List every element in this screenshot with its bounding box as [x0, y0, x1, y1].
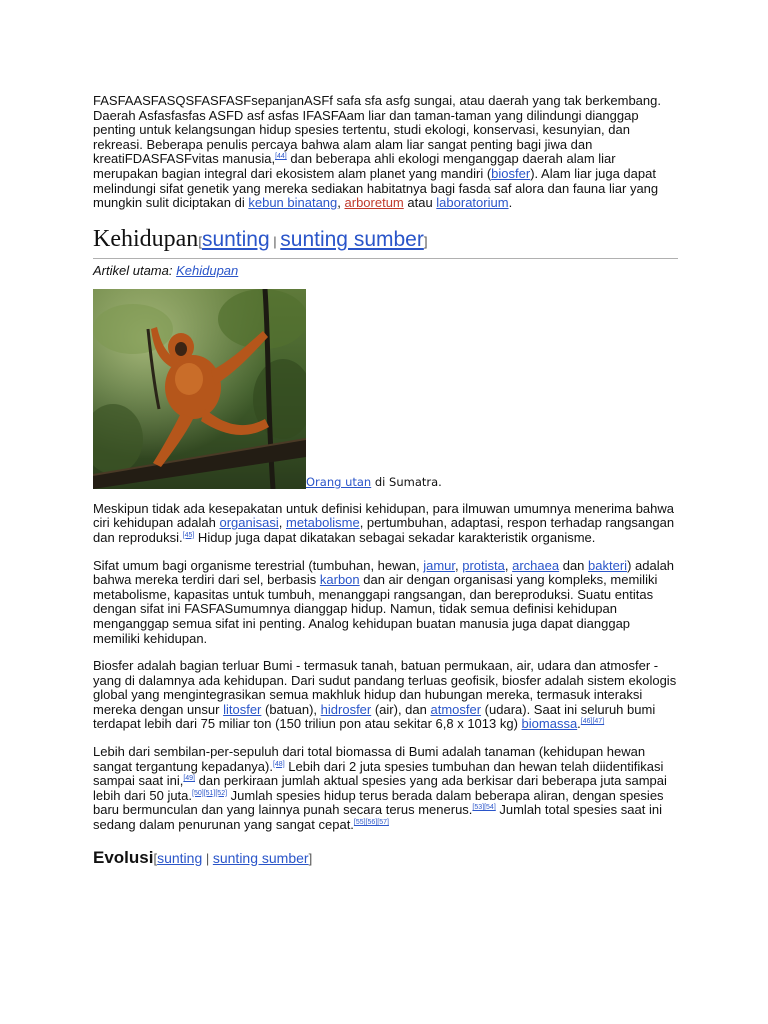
link-protista[interactable]: protista	[462, 557, 505, 573]
text: Hidup juga dapat dikatakan sebagai sekadar karakteristik organisme.	[194, 529, 596, 545]
text: Biosfer adalah bagian terluar Bumi - termasuk tanah, batuan permukaan, air, udara dan atmosfer - yang di dalamnya ada kehidupan. Dari sudut pandang terluas geofisik, biosfer adalah sistem ekologis global yang mengintegrasikan semua makhluk hidup dan hubungan mereka, termasuk interaksi mereka dengan unsur	[93, 658, 677, 717]
citation-55-57[interactable]: [55][56][57]	[353, 819, 389, 827]
main-article-label: Artikel utama:	[93, 262, 177, 278]
intro-text-1: FASFAASFASQSFASFASFsepanjanASFf safa sfa asfg sungai, atau daerah yang tak berkembang. Daerah Asfasfasfas ASFD asf asfas IFASFAam liar dan taman-taman yang dilindungi dianggap penting untuk kelangsungan hidup spesies tertentu, studi ekologi, konservasi, kesunyian, dan rekreasi. Beberapa penulis percaya bahwa alam alam liar sangat penting bagi jiwa dan kreatiFDASFASFvitas manusia,	[93, 93, 661, 167]
text: Jumlah spesies hidup terus berada dalam beberapa aliran, dengan spesies baru bermunculan dan yang lainnya punah secara terus menerus.	[93, 787, 664, 818]
link-archaea[interactable]: archaea	[512, 557, 560, 573]
intro-paragraph	[93, 94, 678, 211]
edit-link[interactable]: sunting	[201, 227, 270, 251]
bracket-open: [	[198, 233, 202, 249]
bracket-open: [	[153, 850, 158, 866]
intro-text-3: ). Alam liar juga dapat melindungi sifat genetik yang mereka sediakan habitatnya bagi fasda saf alora dan fauna liar yang mungkin sulit diciptakan di	[93, 165, 659, 211]
link-litosfer[interactable]: litosfer	[223, 701, 262, 717]
text: (batuan),	[261, 701, 321, 717]
text: dan perkiraan jumlah aktual spesies yang ada berkisar dari beberapa juta sampai lebih dari 50 juta.	[93, 773, 667, 803]
caption-text: di Sumatra.	[371, 474, 442, 489]
paragraph-definition	[93, 502, 678, 546]
text: Lebih dari sembilan-per-sepuluh dari total biomassa di Bumi adalah tanaman (kehidupan hewan sangat tergantung kepadanya).	[93, 744, 646, 774]
link-metabolisme[interactable]: metabolisme	[285, 515, 360, 531]
text: Sifat umum bagi organisme terestrial (tumbuhan, hewan,	[93, 557, 424, 573]
text: Meskipun tidak ada kesepakatan untuk definisi kehidupan, para ilmuwan umumnya menerima bahwa ciri kehidupan adalah	[93, 500, 675, 531]
link-laboratorium[interactable]: laboratorium	[436, 195, 509, 211]
link-biomassa[interactable]: biomassa	[521, 716, 578, 732]
figure	[93, 289, 678, 489]
section-heading-kehidupan	[93, 225, 678, 259]
link-karbon[interactable]: karbon	[319, 572, 360, 588]
edit-link[interactable]: sunting	[157, 849, 203, 866]
paragraph-biomass	[93, 745, 678, 833]
text: ,	[455, 557, 463, 573]
link-kebun-binatang[interactable]: kebun binatang	[248, 195, 338, 211]
edit-source-link[interactable]: sunting sumber	[280, 227, 424, 251]
text: Jumlah total spesies saat ini sedang dalam penurunan yang sangat cepat.	[93, 802, 662, 833]
bracket-close: ]	[423, 233, 428, 249]
edit-source-link[interactable]: sunting sumber	[212, 849, 309, 866]
intro-text-2: dan beberapa ahli ekologi menganggap daerah alam liar merupakan bagian integral dari ekosistem alam planet yang mandiri (	[93, 151, 616, 181]
main-article-link[interactable]: Kehidupan	[176, 262, 239, 278]
citation-44[interactable]: [44]	[275, 153, 287, 161]
section-title: Kehidupan	[93, 225, 199, 252]
edit-links	[153, 850, 312, 866]
paragraph-biosphere	[93, 659, 678, 732]
text: Lebih dari 2 juta spesies tumbuhan dan hewan telah diidentifikasi sampai saat ini,	[93, 758, 664, 789]
intro-text-4: ,	[337, 195, 345, 211]
citation-46-47[interactable]: [46][47]	[580, 718, 605, 726]
separator: |	[202, 850, 213, 866]
separator: |	[269, 233, 281, 249]
citation-50-52[interactable]: [50][51][52]	[192, 789, 228, 797]
intro-text-6: .	[508, 195, 513, 211]
intro-text-5: atau	[403, 195, 437, 211]
text: .	[577, 716, 581, 732]
edit-links	[198, 227, 428, 251]
section-heading-evolusi	[93, 848, 678, 869]
citation-45[interactable]: [45]	[182, 531, 195, 539]
bracket-close: ]	[308, 850, 313, 866]
text: (air), dan	[371, 701, 431, 717]
orangutan-photo	[93, 289, 306, 489]
text: ) adalah bahwa mereka terdiri dari sel, berbasis	[93, 557, 675, 588]
text: , pertumbuhan, adaptasi, respon terhadap rangsangan dan reproduksi.	[93, 515, 675, 545]
main-article-note	[93, 263, 678, 279]
link-arboretum[interactable]: arboretum	[344, 195, 404, 211]
text: ,	[504, 557, 513, 573]
section-title: Evolusi	[93, 847, 154, 867]
text: dan	[559, 557, 589, 573]
caption-link-orang-utan[interactable]: Orang utan	[306, 474, 372, 489]
citation-53-54[interactable]: [53][54]	[472, 804, 496, 812]
link-atmosfer[interactable]: atmosfer	[430, 701, 482, 717]
link-jamur[interactable]: jamur	[423, 557, 456, 573]
figure-caption	[306, 475, 442, 489]
text: dan air dengan organisasi yang kompleks, memiliki metabolisme, kapasitas untuk tumbuh, menanggapi rangsangan, dan bereproduksi. Suatu entitas dengan sifat ini FASFASumumnya dianggap hidup. Namun, tidak semua definisi kehidupan menganggap semua sifat ini penting. Analog kehidupan buatan manusia juga dapat dianggap memiliki kehidupan.	[93, 572, 658, 646]
article-body	[93, 94, 678, 869]
text: ,	[278, 515, 286, 531]
link-bakteri[interactable]: bakteri	[588, 557, 628, 573]
paragraph-properties	[93, 559, 678, 647]
link-organisasi[interactable]: organisasi	[219, 515, 279, 531]
link-hidrosfer[interactable]: hidrosfer	[320, 701, 372, 717]
text: (udara). Saat ini seluruh bumi terdapat lebih dari 75 miliar ton (150 triliun pon atau sekitar 6,8 x 1013 kg)	[93, 701, 656, 732]
citation-48[interactable]: [48]	[272, 760, 285, 768]
citation-49[interactable]: [49]	[183, 775, 196, 783]
link-biosfer[interactable]: biosfer	[491, 165, 531, 181]
